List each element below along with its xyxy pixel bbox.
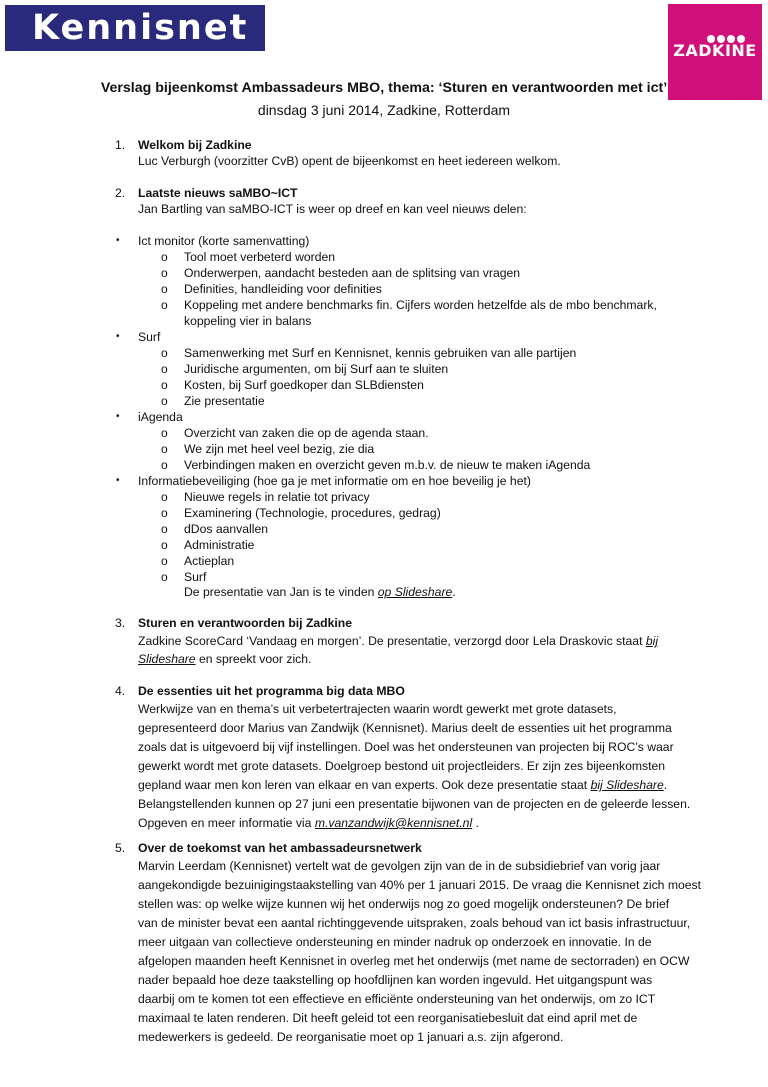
list-item: Zie presentatie: [184, 394, 265, 408]
section-3-number: 3.: [115, 616, 126, 630]
section-5-number: 5.: [115, 841, 126, 855]
bullet-informatiebeveiliging: Informatiebeveiliging (hoe ga je met informatie om en hoe beveilig je het): [138, 474, 531, 488]
circle-bullet-icon: o: [161, 282, 168, 296]
section-1-heading: Welkom bij Zadkine: [138, 138, 252, 152]
section-3-text: Zadkine ScoreCard ‘Vandaag en morgen’. De presentatie, verzorgd door Lela Draskovic staat: [138, 634, 646, 648]
section-5-line: van de minister bevat een aantal richtinggevende uitspraken, zoals behoud van ict basis infrastructuur,: [138, 916, 691, 930]
section-4-text-end: .: [663, 778, 668, 792]
circle-bullet-icon: o: [161, 506, 168, 520]
presentation-note: [184, 584, 456, 600]
section-5-line: daarbij om te komen tot een effectieve en efficiënte ondersteuning van het onderwijs, om zo ICT: [138, 992, 656, 1006]
email-link[interactable]: m.vanzandwijk@kennisnet.nl: [314, 816, 473, 830]
bullet-icon: •: [116, 411, 120, 422]
slideshare-link[interactable]: op Slideshare: [377, 585, 453, 599]
section-4-heading: De essenties uit het programma big data MBO: [138, 684, 405, 698]
circle-bullet-icon: o: [161, 378, 168, 392]
section-3-line-1: [138, 633, 658, 649]
section-3-text-end: en spreekt voor zich.: [195, 652, 312, 666]
section-5-line: meer uitgaan van collectieve ondersteuning en minder nadruk op onderzoek en innovatie. In de: [138, 935, 652, 949]
circle-bullet-icon: o: [161, 442, 168, 456]
bullet-icon: •: [116, 331, 120, 342]
list-item: Onderwerpen, aandacht besteden aan de splitsing van vragen: [184, 266, 521, 280]
list-item-continuation: koppeling vier in balans: [184, 314, 312, 328]
section-4-line: [138, 777, 667, 793]
list-item: Kosten, bij Surf goedkoper dan SLBdiensten: [184, 378, 424, 392]
list-item: Overzicht van zaken die op de agenda staan.: [184, 426, 429, 440]
section-3-line-2: [138, 651, 311, 667]
list-item: Definities, handleiding voor definities: [184, 282, 382, 296]
list-item: Verbindingen maken en overzicht geven m.b.v. de nieuw te maken iAgenda: [184, 458, 591, 472]
section-1-number: 1.: [115, 138, 126, 152]
list-item: Koppeling met andere benchmarks fin. Cijfers worden hetzelfde als de mbo benchmark,: [184, 298, 657, 312]
bullet-ict-monitor: Ict monitor (korte samenvatting): [138, 234, 310, 248]
bullet-surf: Surf: [138, 330, 161, 344]
list-item: Juridische argumenten, om bij Surf aan te sluiten: [184, 362, 449, 376]
list-item: Samenwerking met Surf en Kennisnet, kennis gebruiken van alle partijen: [184, 346, 577, 360]
slideshare-link[interactable]: Slideshare: [138, 652, 196, 666]
section-5-line: stellen was: op welke wijze kunnen wij het onderwijs nog zo goed mogelijk ondersteunen? De brief: [138, 897, 670, 911]
section-4-text: Opgeven en meer informatie via: [138, 816, 315, 830]
circle-bullet-icon: o: [161, 490, 168, 504]
section-4-number: 4.: [115, 684, 126, 698]
kennisnet-logo: Kennisnet: [5, 5, 265, 51]
slideshare-link[interactable]: bij Slideshare: [590, 778, 664, 792]
circle-bullet-icon: o: [161, 266, 168, 280]
circle-bullet-icon: o: [161, 426, 168, 440]
circle-bullet-icon: o: [161, 538, 168, 552]
circle-bullet-icon: o: [161, 554, 168, 568]
bullet-icon: •: [116, 235, 120, 246]
section-5-line: Marvin Leerdam (Kennisnet) vertelt wat de gevolgen zijn van de in de subsidiebrief van vorig jaar: [138, 859, 661, 873]
section-2-number: 2.: [115, 186, 126, 200]
section-5-heading: Over de toekomst van het ambassadeursnetwerk: [138, 841, 422, 855]
circle-bullet-icon: o: [161, 250, 168, 264]
section-5-line: medewerkers is gedeeld. De reorganisatie moet op 1 januari a.s. zijn afgerond.: [138, 1030, 564, 1044]
section-4-text: gepland waar men kon leren van elkaar en van experts. Ook deze presentatie staat: [138, 778, 591, 792]
section-4-line: Werkwijze van en thema’s uit verbetertrajecten waarin wordt gewerkt met grote datasets,: [138, 702, 617, 716]
bullet-icon: •: [116, 475, 120, 486]
section-1-text: Luc Verburgh (voorzitter CvB) opent de bijeenkomst en heet iedereen welkom.: [138, 154, 561, 168]
list-item: dDos aanvallen: [184, 522, 269, 536]
section-4-line: gepresenteerd door Marius van Zandwijk (Kennisnet). Marius deelt de essenties uit het programma: [138, 721, 672, 735]
list-item: Surf: [184, 570, 207, 584]
section-2-text: Jan Bartling van saMBO-ICT is weer op dreef en kan veel nieuws delen:: [138, 202, 527, 216]
section-4-line: zoals dat is uitgevoerd bij vijf instellingen. Doel was het ondersteunen van projecten bij ROC’s waar: [138, 740, 674, 754]
list-item: Administratie: [184, 538, 255, 552]
section-5-line: nader bepaald hoe deze taakstelling op hoofdlijnen kan worden ingevuld. Het uitgangspunt was: [138, 973, 653, 987]
list-item: We zijn met heel veel bezig, zie dia: [184, 442, 375, 456]
section-2-heading: Laatste nieuws saMBO~ICT: [138, 186, 298, 200]
presentation-note-end: .: [452, 585, 456, 599]
list-item: Tool moet verbeterd worden: [184, 250, 336, 264]
section-5-line: aangekondigde bezuinigingstaakstelling van 40% per 1 januari 2015. De vraag die Kennisnet zich moest: [138, 878, 702, 892]
section-4-line: Belangstellenden kunnen op 27 juni een presentatie bijwonen van de projecten en de geleerde lessen.: [138, 797, 691, 811]
section-3-heading: Sturen en verantwoorden bij Zadkine: [138, 616, 352, 630]
circle-bullet-icon: o: [161, 458, 168, 472]
section-5-line: maximaal te laten renderen. Dit heeft geleid tot een reorganisatiebesluit dat eind april met de: [138, 1011, 638, 1025]
section-4-line: gewerkt wordt met grote datasets. Doelgroep bestond uit projectleiders. Er zijn zes bijeenkomsten: [138, 759, 666, 773]
list-item: Actieplan: [184, 554, 235, 568]
circle-bullet-icon: o: [161, 570, 168, 584]
document-subtitle: dinsdag 3 juni 2014, Zadkine, Rotterdam: [257, 102, 511, 118]
circle-bullet-icon: o: [161, 394, 168, 408]
presentation-note-text: De presentatie van Jan is te vinden: [184, 585, 378, 599]
circle-bullet-icon: o: [161, 298, 168, 312]
bullet-iagenda: iAgenda: [138, 410, 183, 424]
circle-bullet-icon: o: [161, 522, 168, 536]
slideshare-link[interactable]: bij: [645, 634, 659, 648]
section-4-line: [138, 815, 479, 831]
section-5-line: afgelopen maanden heeft Kennisnet in overleg met het onderwijs (met name de sectorraden) en OCW: [138, 954, 690, 968]
document-title: Verslag bijeenkomst Ambassadeurs MBO, thema: ‘Sturen en verantwoorden met ict’: [100, 80, 668, 96]
section-4-text-end: .: [472, 816, 479, 830]
circle-bullet-icon: o: [161, 346, 168, 360]
zadkine-logo-text: ZADKINE: [673, 41, 757, 60]
list-item: Examinering (Technologie, procedures, gedrag): [184, 506, 441, 520]
circle-bullet-icon: o: [161, 362, 168, 376]
list-item: Nieuwe regels in relatie tot privacy: [184, 490, 370, 504]
